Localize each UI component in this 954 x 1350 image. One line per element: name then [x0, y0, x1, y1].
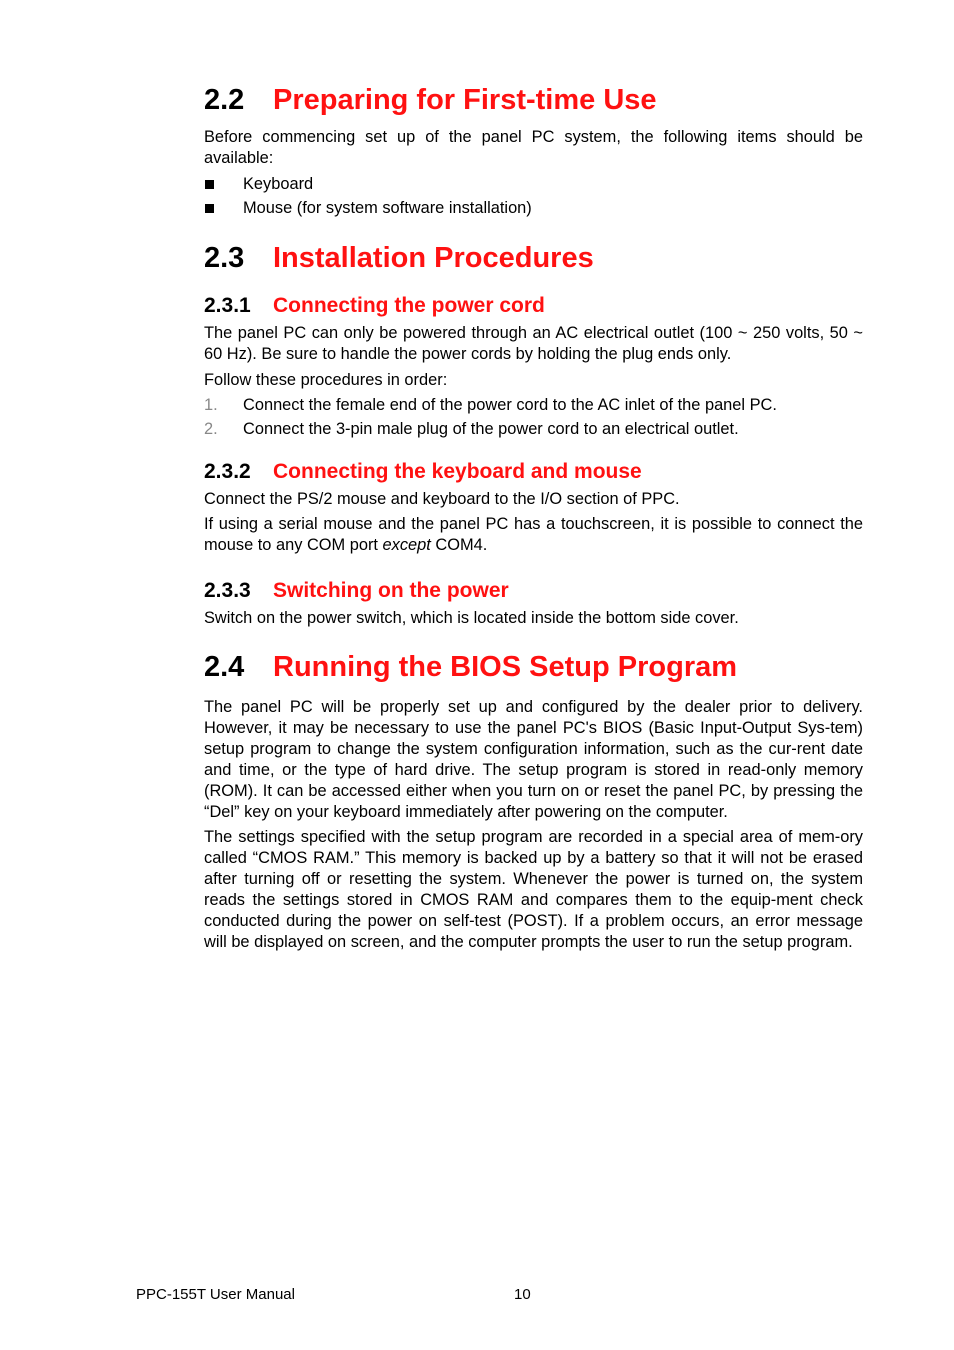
paragraph: Connect the PS/2 mouse and keyboard to the I/O section of PPC. — [204, 490, 680, 508]
section-title: Installation Procedures — [273, 242, 594, 274]
paragraph: Before commencing set up of the panel PC system, the following items should be available: — [204, 128, 863, 167]
square-bullet-icon — [204, 174, 243, 195]
page-content — [204, 82, 863, 953]
step-number: 1. — [204, 396, 218, 414]
paragraph: The settings specified with the setup program are recorded in a special area of mem-ory called “CMOS RAM.” This memory is backed up by a battery so that it will not be erased after turning off or resetting the system. Whenever the power is turned on, the system reads the settings stored in CMOS RAM and compares them to the equip-ment check conducted during the power on self-test (POST). If a problem occurs, an error message will be displayed on screen, and the computer prompts the user to run the setup program. — [204, 828, 863, 951]
paragraph — [204, 514, 863, 556]
section-number: 2.2 — [204, 84, 245, 116]
text-span: COM4. — [430, 536, 488, 554]
subsection-number: 2.3.2 — [204, 460, 251, 483]
square-bullet-icon — [204, 198, 243, 219]
list-item — [204, 198, 863, 219]
section-number: 2.3 — [204, 242, 245, 274]
subsection-title: Connecting the power cord — [273, 294, 545, 317]
section-title: Running the BIOS Setup Program — [273, 651, 738, 683]
text-span: If using a serial mouse and the panel PC has a touchscreen, it is possible to connect the mouse to any COM port — [204, 515, 863, 554]
list-item — [204, 174, 863, 195]
subsection-heading-2-3-1 — [204, 293, 863, 319]
subsection-heading-2-3-2 — [204, 459, 863, 485]
section-number: 2.4 — [204, 651, 245, 683]
section-heading-2-3 — [204, 240, 863, 276]
subsection-number: 2.3.3 — [204, 579, 251, 602]
section-heading-2-2 — [204, 82, 863, 118]
numbered-list — [204, 395, 863, 440]
step-text: Connect the 3-pin male plug of the power cord to an electrical outlet. — [243, 420, 739, 438]
paragraph: Switch on the power switch, which is located inside the bottom side cover. — [204, 609, 739, 627]
subsection-heading-2-3-3 — [204, 578, 863, 604]
paragraph: The panel PC can only be powered through an AC electrical outlet (100 ~ 250 volts, 50 ~ 60 Hz). Be sure to handle the power cords by holding the plug ends only. — [204, 324, 863, 363]
list-item — [204, 395, 863, 416]
step-number: 2. — [204, 420, 218, 438]
paragraph: The panel PC will be properly set up and configured by the dealer prior to delivery. However, it may be necessary to use the panel PC's BIOS (Basic Input-Output Sys-tem) setup program to change the system configuration information, such as the cur-rent date and time, or the type of hard drive. The setup program is stored in read-only memory (ROM). It can be accessed either when you turn on or reset the panel PC, by pressing the “Del” key on your keyboard immediately after powering on the computer. — [204, 698, 863, 821]
emphasis-text: except — [382, 536, 431, 554]
bullet-list — [204, 174, 863, 219]
paragraph: Follow these procedures in order: — [204, 371, 448, 389]
subsection-title: Connecting the keyboard and mouse — [273, 460, 642, 483]
list-item-text: Keyboard — [243, 175, 314, 193]
section-heading-2-4 — [204, 649, 863, 685]
subsection-title: Switching on the power — [273, 579, 509, 602]
subsection-number: 2.3.1 — [204, 294, 251, 317]
footer-page-number: 10 — [514, 1286, 531, 1303]
section-title: Preparing for First-time Use — [273, 84, 657, 116]
footer-manual-title: PPC-155T User Manual — [136, 1286, 295, 1303]
step-text: Connect the female end of the power cord to the AC inlet of the panel PC. — [243, 396, 777, 414]
list-item-text: Mouse (for system software installation) — [243, 199, 532, 217]
list-item — [204, 419, 863, 440]
